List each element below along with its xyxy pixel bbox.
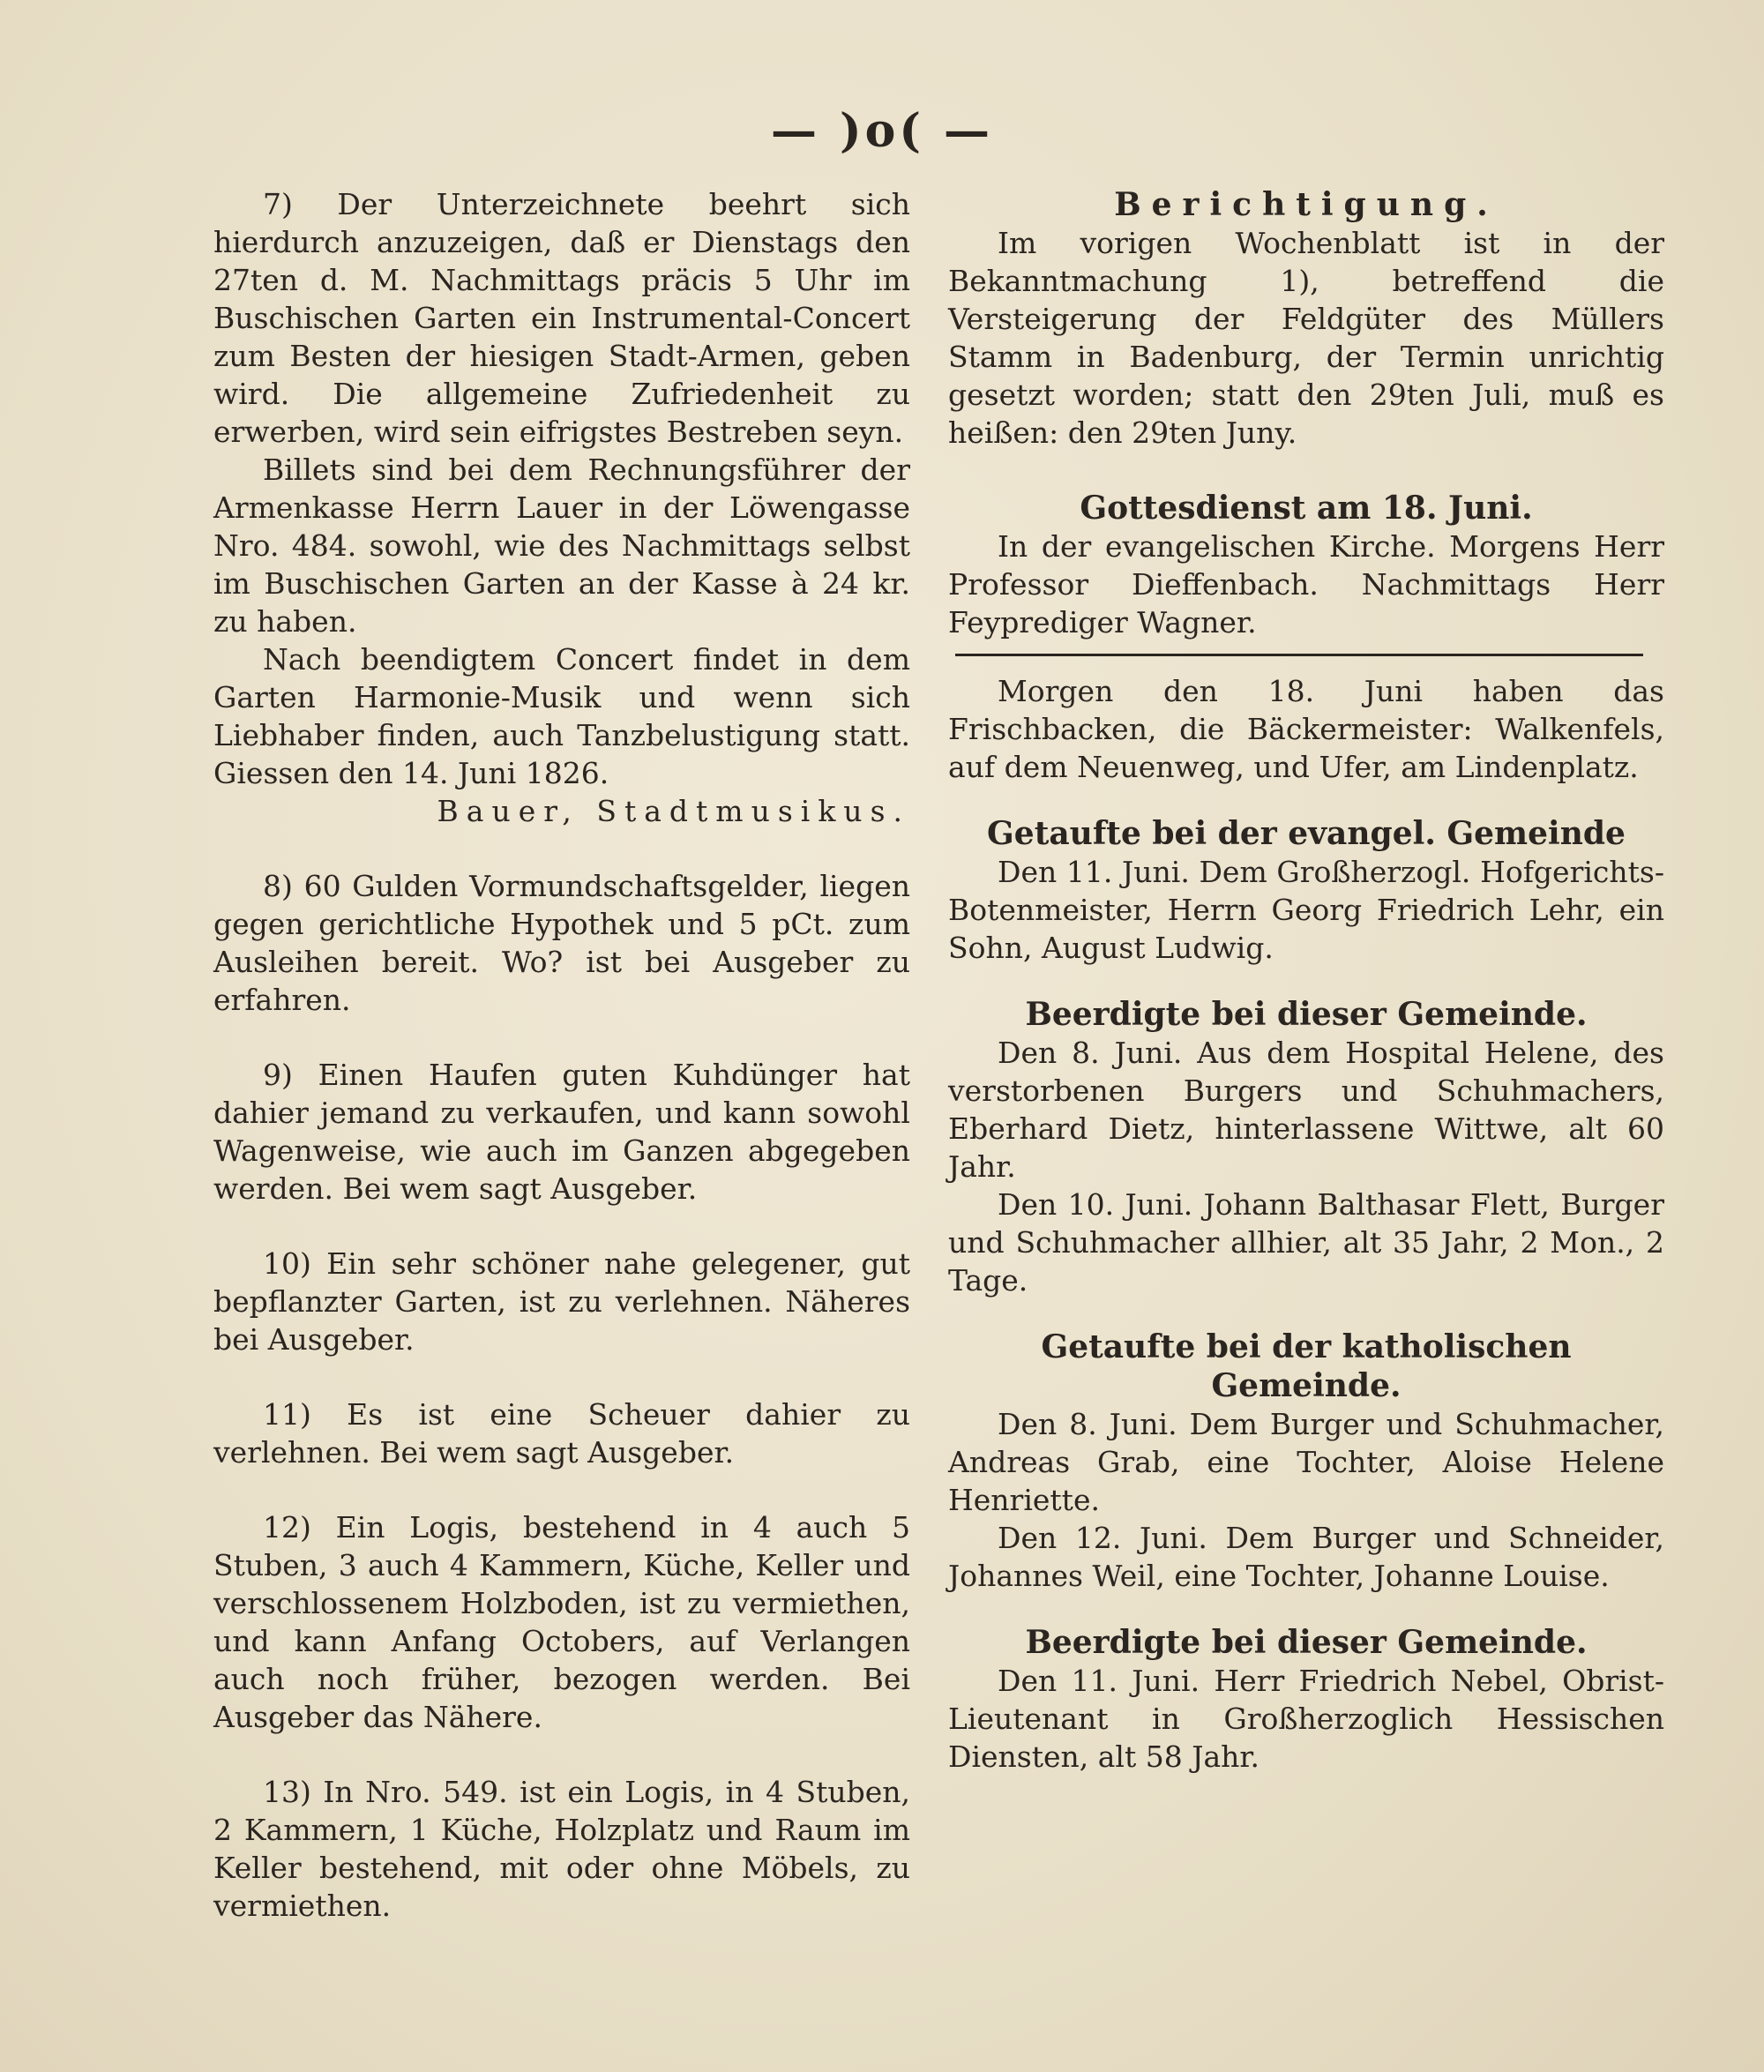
buried-catholic-heading: Beerdigte bei dieser Gemeinde.: [1025, 1624, 1588, 1661]
buried-evangelical-heading: Beerdigte bei dieser Gemeinde.: [1025, 996, 1588, 1033]
notice-12: 12) Ein Logis, bestehend in 4 auch 5 Stuben, 3 auch 4 Kammern, Küche, Keller und verschlossenem Holzboden, ist zu vermiethen, und kann Anfang Octobers, auf Verlangen auch noch früher, bezogen werden. Bei Ausgeber das Nähere.: [213, 1510, 910, 1734]
notice-7: [213, 185, 910, 830]
baptized-evangelical-heading: Getaufte bei der evangel. Gemeinde: [987, 815, 1626, 852]
notice-7-paragraph: Billets sind bei dem Rechnungsführer der Armenkasse Herrn Lauer in der Löwengasse Nro. 484. sowohl, wie des Nachmittags selbst im Buschischen Garten an der Kasse à 24 kr. zu haben.: [213, 453, 910, 639]
notice-7-signature: Bauer, Stadtmusikus.: [437, 794, 910, 828]
heading-line: Getaufte bei der katholischen: [1041, 1328, 1572, 1365]
page-mark: — )o( —: [770, 104, 994, 158]
notice-11: 11) Es ist eine Scheuer dahier zu verlehnen. Bei wem sagt Ausgeber.: [213, 1397, 910, 1470]
notice-7-paragraph: 7) Der Unterzeichnete beehrt sich hierdurch anzuzeigen, daß er Dienstags den 27ten d. M. Nachmittags präcis 5 Uhr im Buschischen Garten ein Instrumental-Concert zum Besten der hiesigen Stadt-Armen, geben wird. Die allgemeine Zufriedenheit zu erwerben, wird sein eifrigstes Bestreben seyn.: [213, 187, 910, 449]
heading-line: Gemeinde.: [1211, 1367, 1401, 1404]
section-divider: [955, 654, 1643, 656]
right-column: [948, 185, 1664, 1776]
service-heading: Gottesdienst am 18. Juni.: [1080, 490, 1533, 527]
notice-10: 10) Ein sehr schöner nahe gelegener, gut bepflanzter Garten, ist zu verlehnen. Näheres bei Ausgeber.: [213, 1246, 910, 1357]
baptism-entry: Den 8. Juni. Dem Burger und Schuhmacher, Andreas Grab, eine Tochter, Aloise Helene Henriette.: [948, 1407, 1664, 1517]
notice-13: 13) In Nro. 549. ist ein Logis, in 4 Stuben, 2 Kammern, 1 Küche, Holzplatz und Raum im Keller bestehend, mit oder ohne Möbels, zu vermiethen.: [213, 1775, 910, 1923]
baptism-entry: Den 12. Juni. Dem Burger und Schneider, Johannes Weil, eine Tochter, Johanne Louise.: [948, 1521, 1664, 1593]
correction-text: Im vorigen Wochenblatt ist in der Bekanntmachung 1), betreffend die Versteigerung der Feldgüter des Müllers Stamm in Badenburg, der Termin unrichtig gesetzt worden; statt den 29ten Juli, muß es heißen: den 29ten Juny.: [948, 226, 1664, 450]
service-text: In der evangelischen Kirche. Morgens Herr Professor Dieffenbach. Nachmittags Herr Feyprediger Wagner.: [948, 529, 1664, 640]
correction-heading: Berichtigung.: [1114, 186, 1499, 223]
baptism-entry: Den 11. Juni. Dem Großherzogl. Hofgerichts-Botenmeister, Herrn Georg Friedrich Lehr, ein Sohn, August Ludwig.: [948, 855, 1664, 965]
notice-7-paragraph: Nach beendigtem Concert findet in dem Garten Harmonie-Musik und wenn sich Liebhaber finden, auch Tanzbelustigung statt. Giessen den 14. Juni 1826.: [213, 642, 910, 790]
baptized-catholic-heading: [948, 1328, 1664, 1405]
left-column: [213, 185, 910, 1925]
burial-entry: Den 8. Juni. Aus dem Hospital Helene, des verstorbenen Burgers und Schuhmachers, Eberhard Dietz, hinterlassene Wittwe, alt 60 Jahr.: [948, 1036, 1664, 1184]
notice-8: 8) 60 Gulden Vormundschaftsgelder, liegen gegen gerichtliche Hypothek und 5 pCt. zum Ausleihen bereit. Wo? ist bei Ausgeber zu erfahren.: [213, 869, 910, 1017]
burial-entry: Den 10. Juni. Johann Balthasar Flett, Burger und Schuhmacher allhier, alt 35 Jahr, 2 Mon., 2 Tage.: [948, 1187, 1664, 1298]
notice-9: 9) Einen Haufen guten Kuhdünger hat dahier jemand zu verkaufen, und kann sowohl Wagenweise, wie auch im Ganzen abgegeben werden. Bei wem sagt Ausgeber.: [213, 1058, 910, 1206]
bakers-notice: Morgen den 18. Juni haben das Frischbacken, die Bäckermeister: Walkenfels, auf dem Neuenweg, und Ufer, am Lindenplatz.: [948, 674, 1664, 784]
burial-entry: Den 11. Juni. Herr Friedrich Nebel, Obrist-Lieutenant in Großherzoglich Hessischen Diensten, alt 58 Jahr.: [948, 1664, 1664, 1774]
